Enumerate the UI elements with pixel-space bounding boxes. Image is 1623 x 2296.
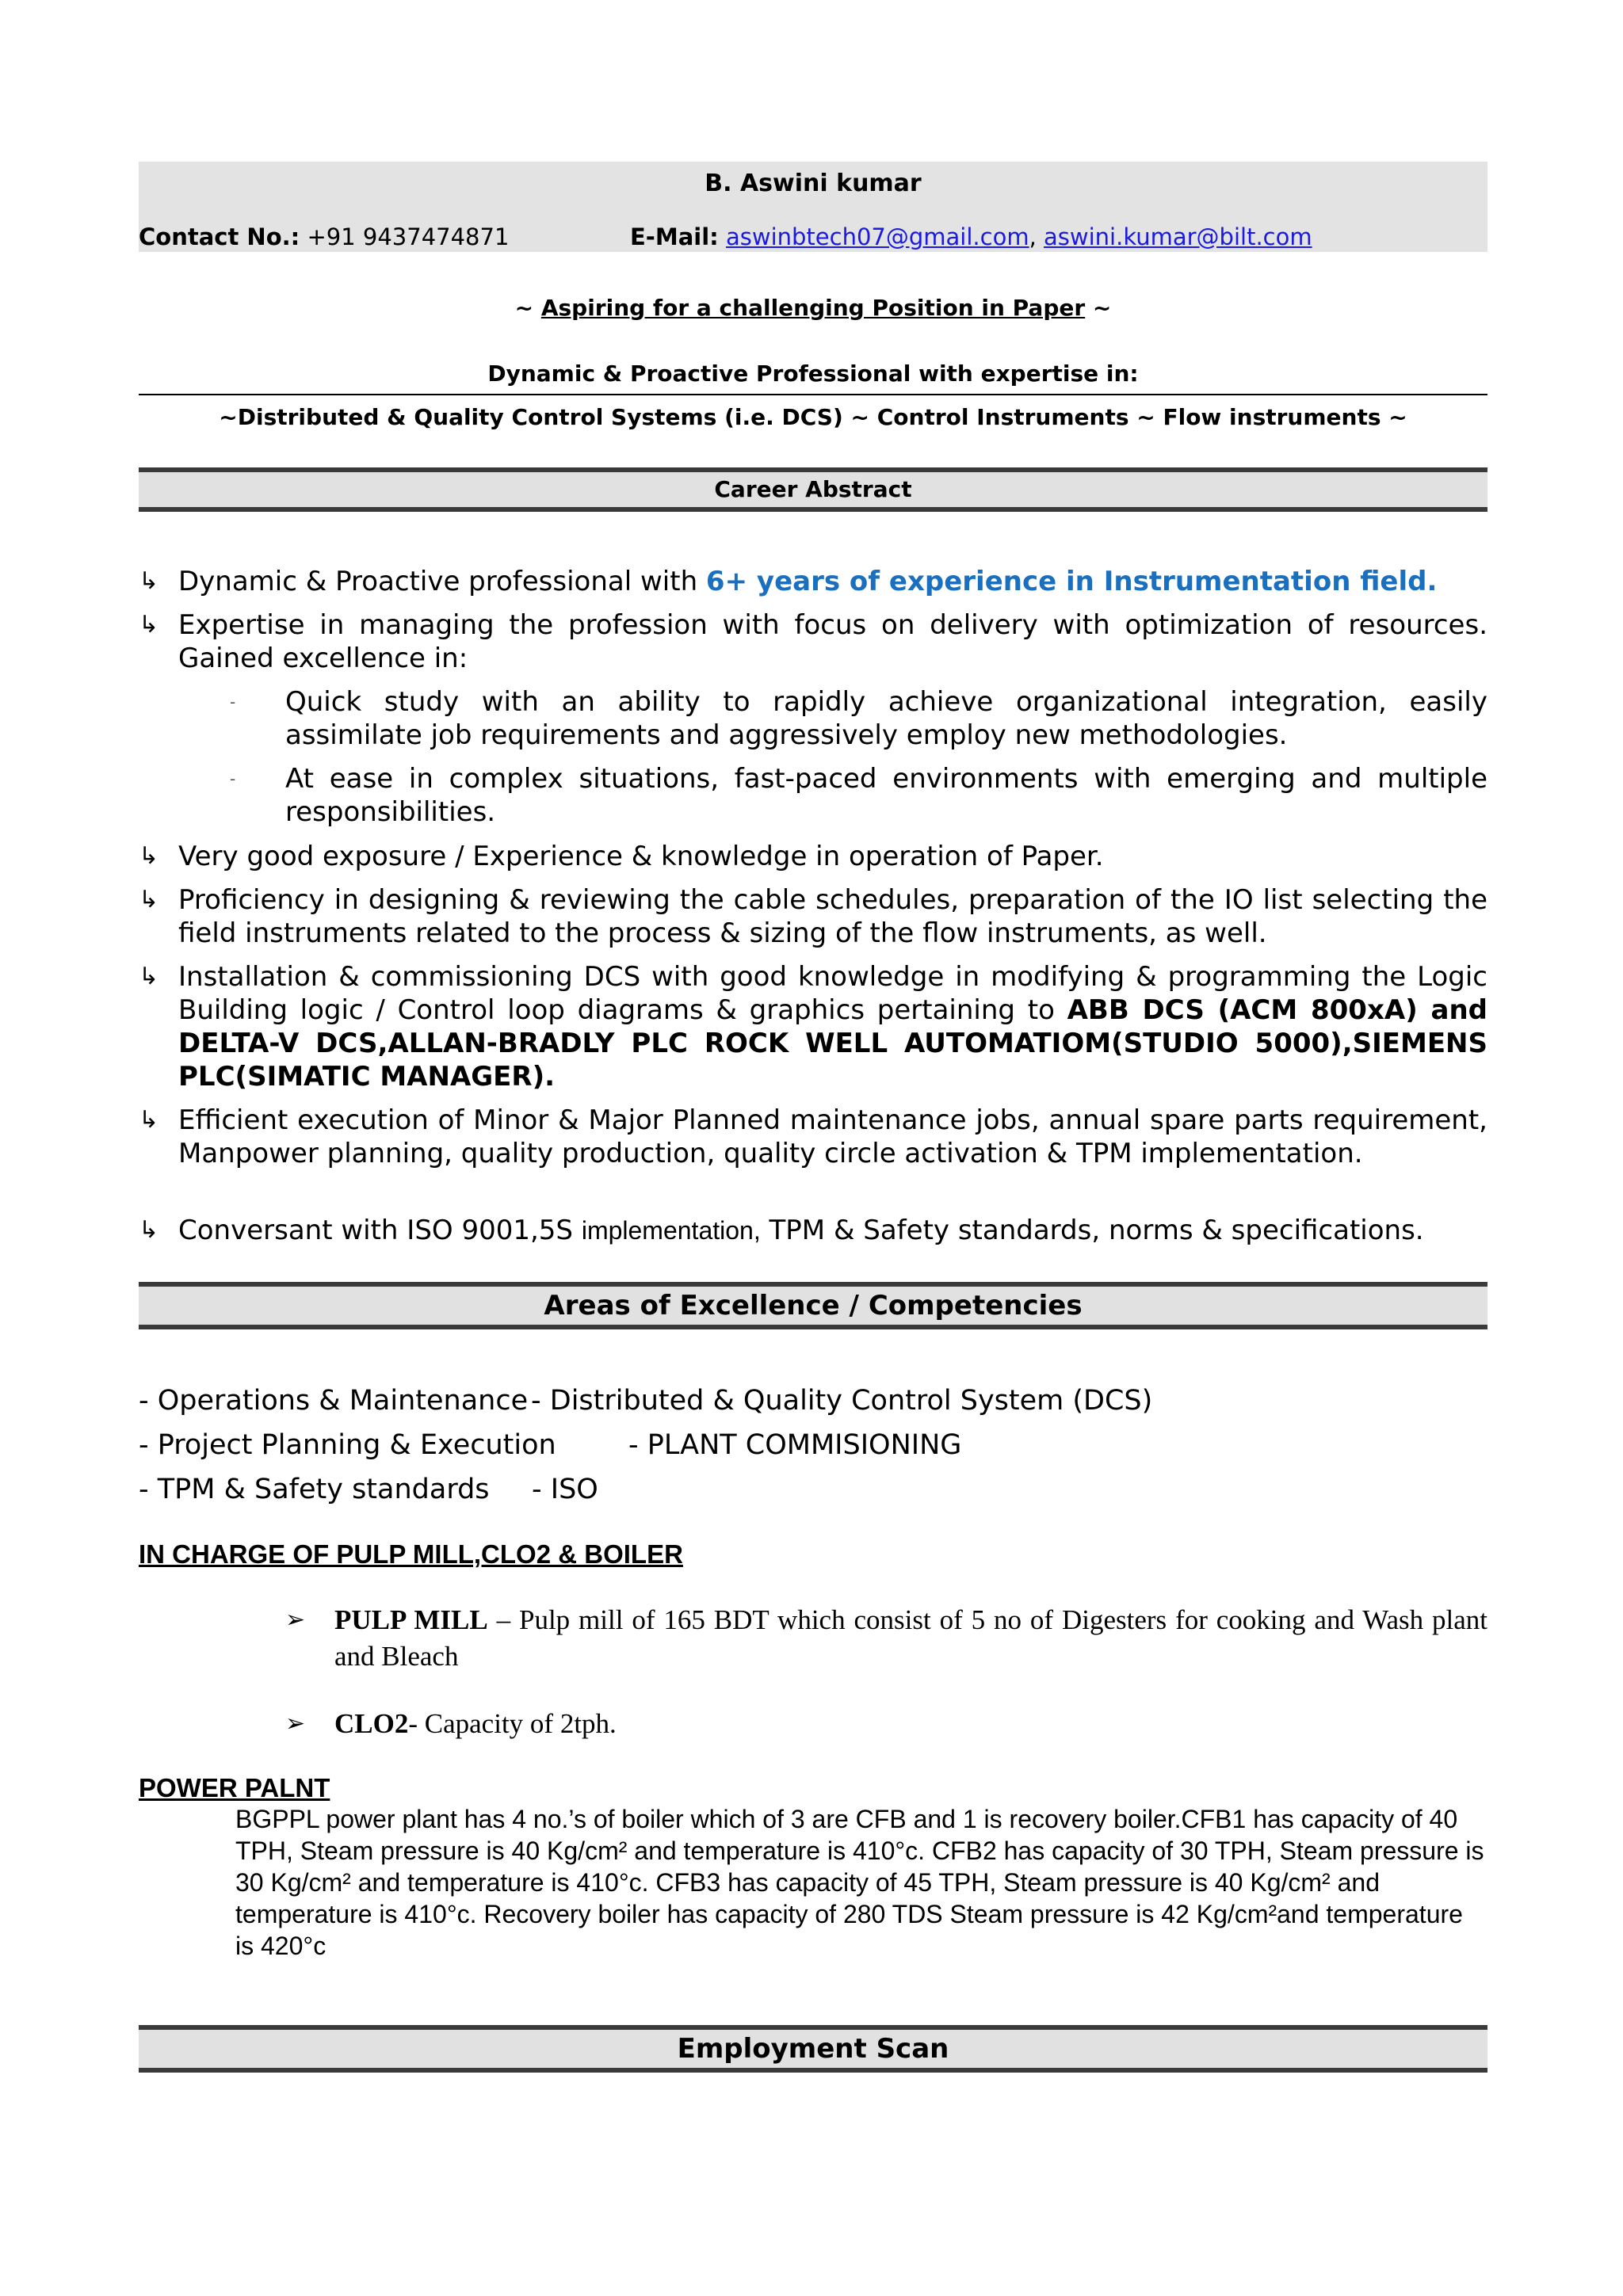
competency-item: - Project Planning & Execution (139, 1429, 556, 1461)
bullet-text: Dynamic & Proactive professional with (178, 566, 706, 597)
bullet-text: TPM & Safety standards, norms & specifications. (760, 1215, 1424, 1246)
aspiration-text: Aspiring for a challenging Position in Paper (540, 295, 1086, 321)
dcs-platforms: ABB DCS (ACM 800xA) and DELTA-V DCS,ALLAN-BRADLY PLC ROCK WELL AUTOMATIOM(STUDIO 5000),SIEMENS PLC(SIMATIC MANAGER). (178, 994, 1487, 1093)
email-link-primary[interactable]: aswinbtech07@gmail.com (725, 223, 1029, 250)
incharge-heading: IN CHARGE OF PULP MILL,CLO2 & BOILER (139, 1539, 683, 1569)
competency-item: - ISO (532, 1474, 598, 1505)
experience-highlight: 6+ years of experience in Instrumentation field. (705, 566, 1438, 597)
sub-bullet-text: At ease in complex situations, fast-paced environments with emerging and multiple responsibilities. (285, 763, 1487, 828)
bullet-arrow-icon: ↳ (139, 963, 159, 990)
section-employment-scan: Employment Scan (139, 2025, 1487, 2073)
section-areas-of-excellence: Areas of Excellence / Competencies (139, 1282, 1487, 1329)
aspiration-prefix: ~ (514, 295, 534, 321)
contact-line (139, 223, 509, 250)
unit-description: – Pulp mill of 165 BDT which consist of 5 no of Digesters for cooking and Wash plant and Bleach (334, 1604, 1487, 1672)
unit-name: PULP MILL (334, 1604, 488, 1635)
sub-bullet-dash-icon: - (230, 769, 236, 788)
bullet-text: Very good exposure / Experience & knowledge in operation of Paper. (178, 841, 1104, 872)
email-label: E-Mail: (630, 223, 719, 250)
bullet-arrow-icon: ↳ (139, 842, 159, 870)
bullet-arrow-icon: ↳ (139, 886, 159, 913)
email-separator: , (1029, 223, 1037, 250)
contact-number: +91 9437474871 (307, 223, 510, 250)
section-career-abstract: Career Abstract (139, 467, 1487, 512)
competency-item: - PLANT COMMISIONING (628, 1429, 962, 1461)
aspiration-line (139, 295, 1487, 321)
sub-bullet-text: Quick study with an ability to rapidly achieve organizational integration, easily assimilate job requirements and aggressively employ new methodologies. (285, 686, 1487, 751)
divider (139, 394, 1487, 395)
bullet-arrow-icon: ↳ (139, 567, 159, 595)
candidate-name: B. Aswini kumar (705, 170, 922, 197)
header-block (139, 162, 1487, 252)
bullet-text: Expertise in managing the profession with focus on delivery with optimization of resources. Gained excellence in: (178, 609, 1487, 674)
competency-item: - Operations & Maintenance (139, 1385, 529, 1417)
bullet-arrow-icon: ↳ (139, 1216, 159, 1244)
bullet-text: Conversant with ISO 9001,5S (178, 1215, 582, 1246)
bullet-arrow-icon: ↳ (139, 1106, 159, 1134)
bullet-arrow-icon: ↳ (139, 611, 159, 639)
bullet-text: Installation & commissioning DCS with good knowledge in modifying & programming the Logic Building logic / Control loop diagrams & graphics pertaining to (178, 961, 1487, 1026)
contact-label: Contact No.: (139, 223, 300, 250)
unit-name: CLO2 (334, 1708, 409, 1739)
power-plant-description: BGPPL power plant has 4 no.’s of boiler which of 3 are CFB and 1 is recovery boiler.CFB1 has capacity of 40 TPH, Steam pressure is 40 Kg/cm² and temperature is 410°c. CFB2 has capacity of 30 TPH, Steam pressure is 30 Kg/cm² and temperature is 410°c. CFB3 has capacity of 45 TPH, Steam pressure is 40 Kg/cm² and temperature is 410°c. Recovery boiler has capacity of 280 TDS Steam pressure is 42 Kg/cm²and temperature is 420°c (235, 1805, 1484, 1960)
sub-bullet-dash-icon: - (230, 692, 236, 711)
arrowhead-bullet-icon: ➢ (285, 1711, 306, 1737)
expertise-skills: ~Distributed & Quality Control Systems (i.e. DCS) ~ Control Instruments ~ Flow instruments ~ (219, 404, 1407, 430)
bullet-text: Efficient execution of Minor & Major Planned maintenance jobs, annual spare parts requirement, Manpower planning, quality production, quality circle activation & TPM implementation. (178, 1104, 1487, 1169)
competency-item: - TPM & Safety standards (139, 1474, 490, 1505)
email-line (630, 223, 1312, 250)
unit-description: - Capacity of 2tph. (408, 1708, 617, 1739)
power-plant-heading: POWER PALNT (139, 1773, 330, 1802)
email-link-secondary[interactable]: aswini.kumar@bilt.com (1044, 223, 1312, 250)
bullet-text-small: implementation, (581, 1216, 761, 1245)
bullet-text: Proficiency in designing & reviewing the cable schedules, preparation of the IO list selecting the field instruments related to the process & sizing of the flow instruments, as well. (178, 884, 1487, 949)
expertise-heading: Dynamic & Proactive Professional with expertise in: (487, 360, 1139, 387)
competency-item: - Distributed & Quality Control System (DCS) (531, 1385, 1153, 1417)
arrowhead-bullet-icon: ➢ (285, 1607, 306, 1633)
aspiration-suffix: ~ (1092, 295, 1112, 321)
